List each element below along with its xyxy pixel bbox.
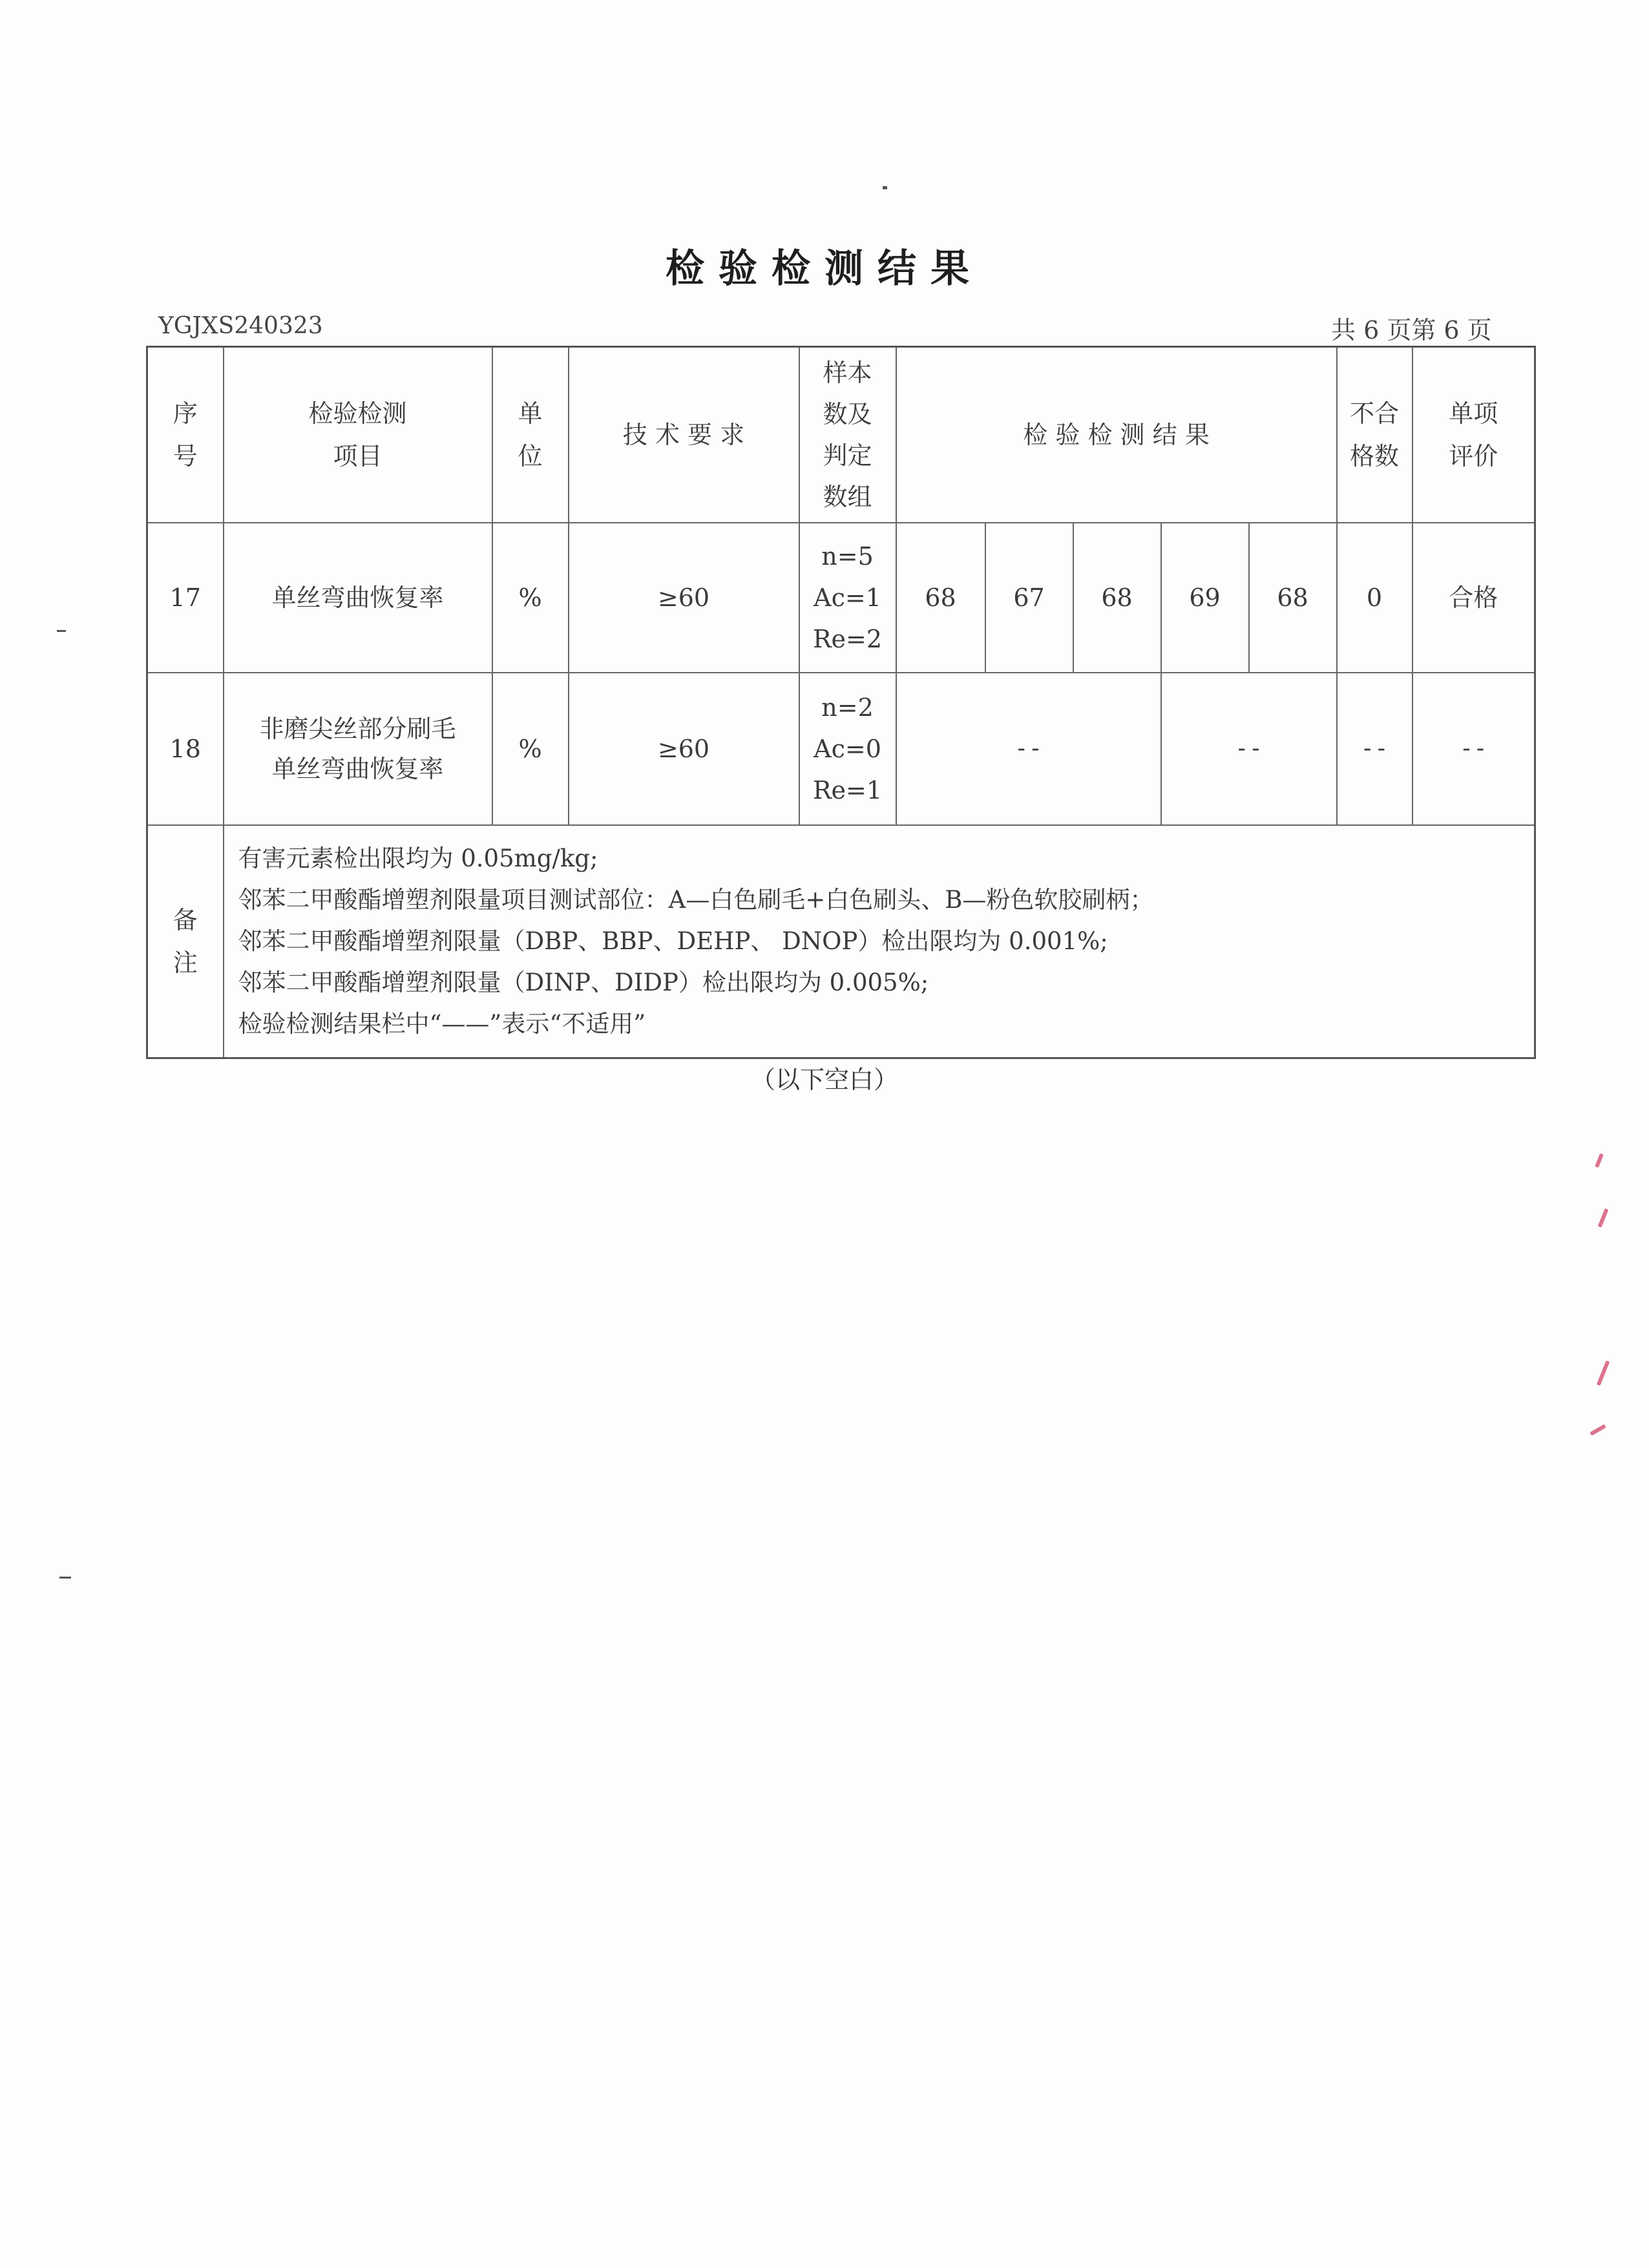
header-sample: 样本 数及 判定 数组 bbox=[799, 347, 896, 523]
cell-evaluation: -- bbox=[1413, 673, 1535, 825]
cell-result: -- bbox=[896, 673, 1161, 825]
remarks-row bbox=[147, 825, 1535, 1058]
stamp-fragment bbox=[1598, 1208, 1609, 1228]
header-seq: 序 号 bbox=[147, 347, 224, 523]
cell-result: 68 bbox=[1073, 523, 1161, 673]
cell-evaluation: 合格 bbox=[1413, 523, 1535, 673]
cell-item: 非磨尖丝部分刷毛 单丝弯曲恢复率 bbox=[224, 673, 492, 825]
header-requirement: 技 术 要 求 bbox=[569, 347, 799, 523]
cell-unit: % bbox=[492, 673, 569, 825]
cell-item: 单丝弯曲恢复率 bbox=[224, 523, 492, 673]
header-nonconforming: 不合 格数 bbox=[1337, 347, 1413, 523]
cell-result: 67 bbox=[985, 523, 1073, 673]
stamp-fragment bbox=[1597, 1360, 1610, 1385]
cell-sample: n=5 Ac=1 Re=2 bbox=[799, 523, 896, 673]
report-number: YGJXS240323 bbox=[158, 313, 323, 339]
remark-line: 有害元素检出限均为 0.05mg/kg; bbox=[238, 845, 598, 872]
header-item: 检验检测 项目 bbox=[224, 347, 492, 523]
blank-below-note: （以下空白） bbox=[750, 1066, 898, 1094]
header-results: 检 验 检 测 结 果 bbox=[896, 347, 1337, 523]
cell-result: 68 bbox=[1249, 523, 1337, 673]
remark-line: 邻苯二甲酸酯增塑剂限量项目测试部位：A—白色刷毛+白色刷头、B—粉色软胶刷柄； bbox=[238, 886, 1154, 914]
remark-line: 邻苯二甲酸酯增塑剂限量（DINP、DIDP）检出限均为 0.005%; bbox=[238, 969, 929, 996]
remark-line: 检验检测结果栏中“——”表示“不适用” bbox=[238, 1010, 646, 1038]
scan-speck bbox=[57, 630, 66, 632]
header-unit: 单 位 bbox=[492, 347, 569, 523]
cell-sample: n=2 Ac=0 Re=1 bbox=[799, 673, 896, 825]
cell-seq: 18 bbox=[147, 673, 224, 825]
remarks-content bbox=[224, 825, 1535, 1058]
table-row bbox=[147, 523, 1535, 673]
page-indicator: 共 6 页第 6 页 bbox=[1331, 316, 1492, 344]
scan-speck bbox=[59, 1577, 71, 1579]
cell-requirement: ≥60 bbox=[569, 673, 799, 825]
header-evaluation: 单项 评价 bbox=[1413, 347, 1535, 523]
page-title: 检验检测结果 bbox=[666, 246, 983, 291]
stamp-fragment bbox=[1595, 1153, 1604, 1168]
cell-unit: % bbox=[492, 523, 569, 673]
remark-line: 邻苯二甲酸酯增塑剂限量（DBP、BBP、DEHP、 DNOP）检出限均为 0.001%; bbox=[238, 927, 1108, 955]
cell-result: 68 bbox=[896, 523, 985, 673]
cell-requirement: ≥60 bbox=[569, 523, 799, 673]
cell-nonconforming: 0 bbox=[1337, 523, 1413, 673]
header-row bbox=[147, 347, 1535, 523]
table-row bbox=[147, 673, 1535, 825]
cell-nonconforming: -- bbox=[1337, 673, 1413, 825]
results-table bbox=[146, 346, 1536, 1059]
cell-result: 69 bbox=[1161, 523, 1249, 673]
scan-speck bbox=[883, 186, 887, 189]
cell-result: -- bbox=[1161, 673, 1337, 825]
remarks-label: 备 注 bbox=[147, 825, 224, 1058]
cell-seq: 17 bbox=[147, 523, 224, 673]
stamp-fragment bbox=[1590, 1424, 1606, 1436]
